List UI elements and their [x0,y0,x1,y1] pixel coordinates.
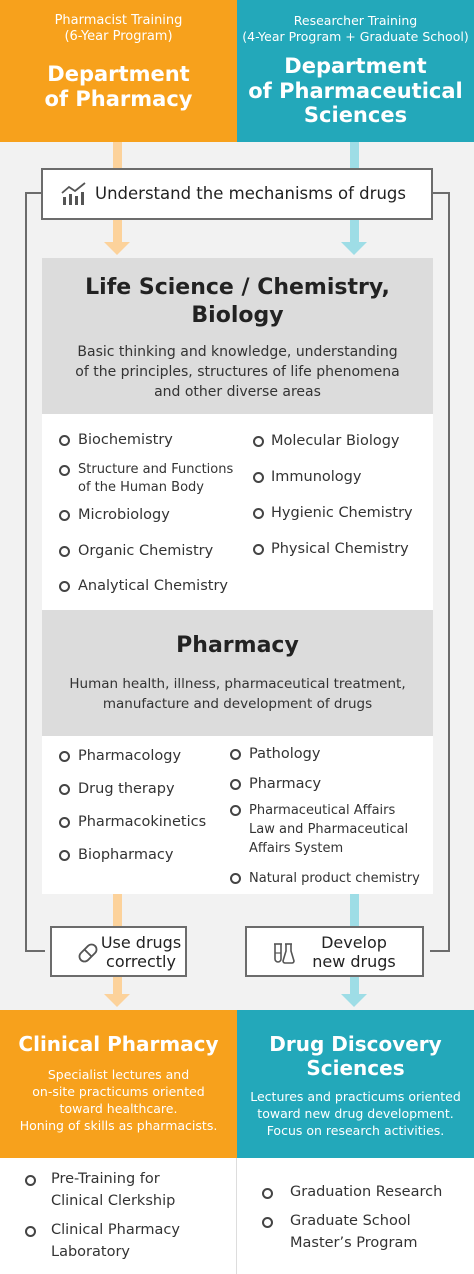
use-drugs-label [98,933,184,971]
subject-item: Organic Chemistry [78,543,214,559]
pharmacist-training-subtitle [0,13,237,45]
orange-arrow-head [104,994,130,1007]
subject-item: Microbiology [78,507,170,523]
flask-icon [271,941,295,969]
subtitle-line: Researcher Training [293,13,418,28]
subject-item: Structure and Functions [78,462,234,477]
life-science-description [42,342,433,402]
orange-arrow-shaft [113,977,122,994]
department-of-pharmaceutical-sciences-title [237,54,474,128]
orange-arrow-shaft [113,220,122,242]
subject-item: Pharmacology [78,748,182,764]
desc-line: on-site practicums oriented [32,1084,205,1099]
bullet-icon [59,435,70,446]
subject-item: Pathology [249,746,321,762]
right-connector-line [430,192,450,952]
clinical-pharmacy-header [0,1010,237,1158]
develop-new-drugs-box [245,926,424,977]
subject-item: Pharmaceutical Affairs [249,803,396,818]
bullet-icon [59,546,70,557]
desc-line: Specialist lectures and [47,1067,190,1082]
bullet-icon [230,779,241,790]
teal-arrow-shaft [350,977,359,994]
understand-mechanisms-label: Understand the mechanisms of drugs [95,184,406,203]
life-science-title [42,274,433,330]
title-line: Sciences [303,103,408,127]
title-line: Drug Discovery [269,1032,442,1056]
subject-item: Immunology [271,469,362,485]
drug-discovery-description [237,1088,474,1139]
bullet-icon [230,749,241,760]
desc-line: Basic thinking and knowledge, understanding [77,344,398,360]
bullet-icon [262,1188,273,1199]
use-drugs-correctly-box [50,926,187,977]
bullet-icon [253,472,264,483]
list-item: Clinical Pharmacy [51,1222,180,1238]
desc-line: Honing of skills as pharmacists. [19,1118,218,1133]
clinical-pharmacy-items [0,1158,237,1274]
subject-item: Physical Chemistry [271,541,409,557]
list-item: Graduate School [290,1213,411,1229]
teal-arrow-head [341,242,367,255]
department-of-pharmaceutical-sciences-header [237,0,474,142]
teal-arrow-shaft [350,894,359,926]
pharmacy-title: Pharmacy [176,633,299,658]
desc-line: manufacture and development of drugs [102,696,373,712]
subject-item: Biopharmacy [78,847,174,863]
bullet-icon [253,436,264,447]
teal-arrow-shaft [350,142,359,168]
develop-drugs-label [299,933,409,971]
bullet-icon [25,1226,36,1237]
desc-line: toward new drug development. [257,1106,454,1121]
bullet-icon [59,751,70,762]
subject-item: Biochemistry [78,432,173,448]
bullet-icon [253,508,264,519]
pharmacy-description [42,674,433,714]
bullet-icon [59,817,70,828]
life-science-panel-header [42,258,433,414]
list-item: Graduation Research [290,1184,443,1200]
bullet-icon [253,544,264,555]
subject-item: of the Human Body [78,480,204,495]
department-of-pharmacy-title [0,62,237,112]
list-item: Laboratory [51,1244,130,1260]
subject-item: Affairs System [249,841,344,856]
bullet-icon [59,465,70,476]
orange-arrow-shaft [113,142,122,168]
bullet-icon [230,805,241,816]
subject-item: Law and Pharmaceutical [249,822,409,837]
clinical-pharmacy-description [0,1066,237,1134]
bar-chart-icon [60,181,88,211]
bullet-icon [59,784,70,795]
department-of-pharmacy-header [0,0,237,142]
desc-line: Lectures and practicums oriented [250,1089,461,1104]
subject-item: Drug therapy [78,781,175,797]
title-line: of Pharmacy [44,87,193,111]
title-line: Biology [191,303,284,328]
desc-line: Human health, illness, pharmaceutical treatment, [69,676,406,692]
subtitle-line: (4-Year Program + Graduate School) [242,29,469,44]
orange-arrow-shaft [113,894,122,926]
clinical-pharmacy-title: Clinical Pharmacy [18,1032,219,1056]
label-line: Use drugs [100,933,182,952]
subject-item: Hygienic Chemistry [271,505,413,521]
drug-discovery-title [237,1032,474,1080]
pharmacy-subjects [42,736,433,894]
label-line: correctly [106,952,176,971]
subject-item: Pharmacokinetics [78,814,207,830]
bullet-icon [262,1217,273,1228]
title-line: Department [47,62,190,86]
subject-item: Natural product chemistry [249,871,420,886]
label-line: Develop [321,933,387,952]
life-science-subjects [42,414,433,610]
bullet-icon [59,510,70,521]
orange-arrow-head [104,242,130,255]
subtitle-line: Pharmacist Training [54,13,183,28]
title-line: Life Science / Chemistry, [85,275,390,300]
understand-mechanisms-box [41,168,433,220]
subject-item: Analytical Chemistry [78,578,228,594]
title-line: of Pharmaceutical [248,78,463,103]
title-line: Sciences [306,1056,405,1080]
desc-line: and other diverse areas [154,384,321,400]
list-item: Pre-Training for [51,1171,160,1187]
title-line: Department [284,54,427,78]
pharmacy-panel-header [42,610,433,736]
drug-discovery-header [237,1010,474,1158]
desc-line: of the principles, structures of life phenomena [75,364,400,380]
bullet-icon [25,1175,36,1186]
drug-discovery-items [237,1158,474,1274]
bullet-icon [59,850,70,861]
teal-arrow-shaft [350,220,359,242]
desc-line: Focus on research activities. [266,1123,445,1138]
subject-item: Molecular Biology [271,433,400,449]
label-line: new drugs [312,952,396,971]
capsule-icon [76,941,100,969]
researcher-training-subtitle [237,13,474,45]
bullet-icon [59,581,70,592]
desc-line: toward healthcare. [59,1101,178,1116]
subtitle-line: (6-Year Program) [64,29,173,44]
bullet-icon [230,873,241,884]
teal-arrow-head [341,994,367,1007]
subject-item: Pharmacy [249,776,322,792]
list-item: Master’s Program [290,1235,418,1251]
list-item: Clinical Clerkship [51,1193,176,1209]
